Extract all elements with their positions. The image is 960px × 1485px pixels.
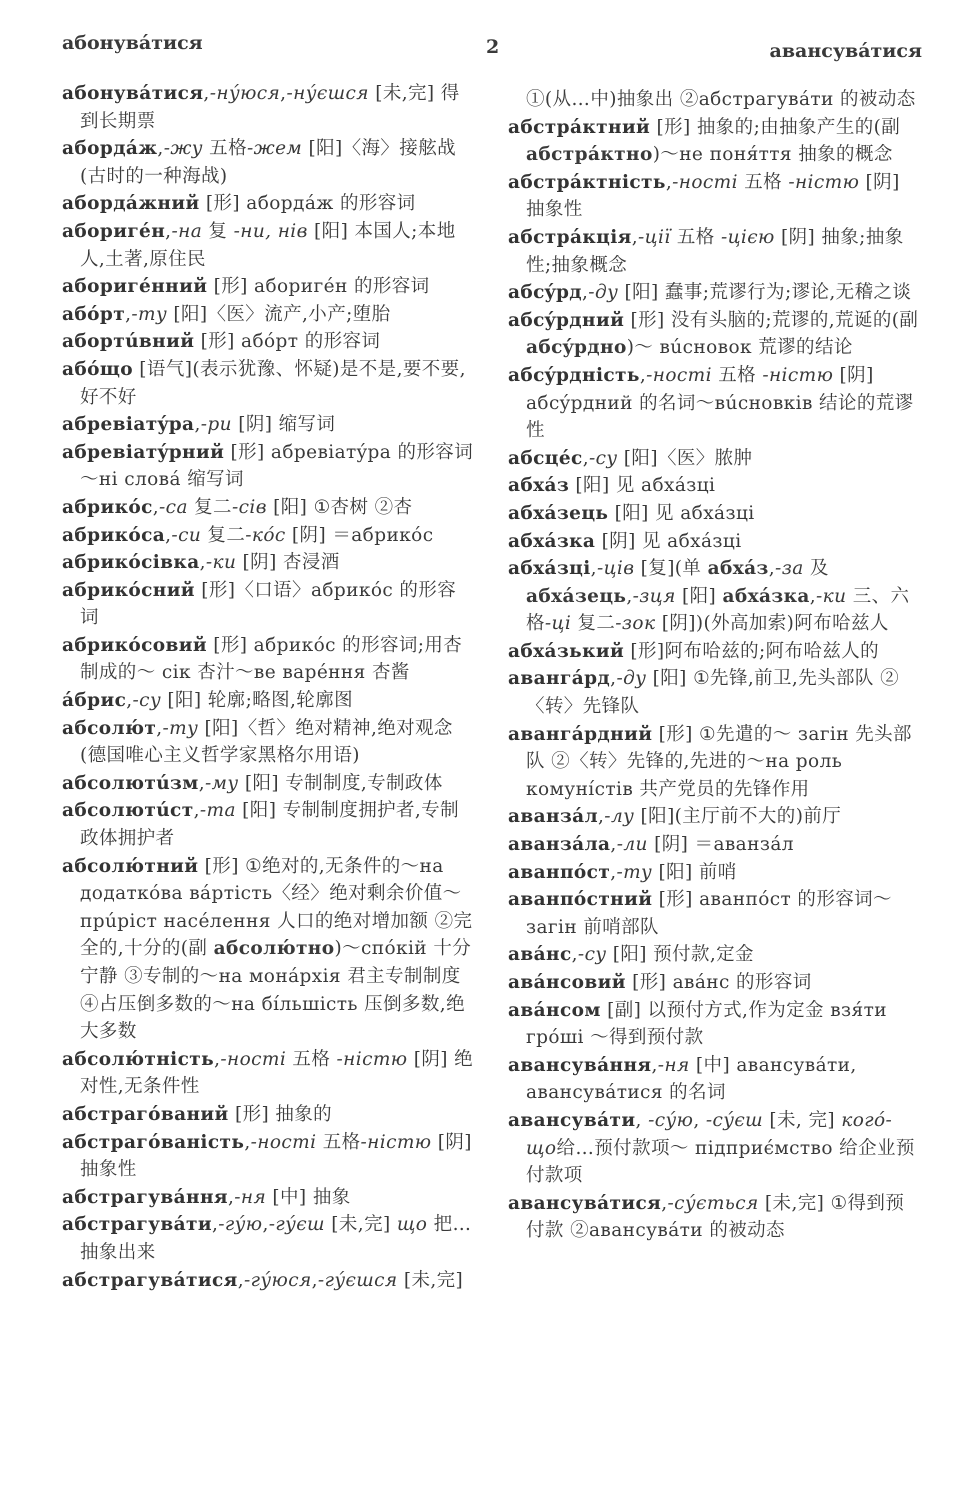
- headword: абордáжний: [62, 193, 200, 215]
- definition-text: [未,完]: [397, 1269, 464, 1291]
- definition-text: ,: [165, 220, 172, 242]
- inflection: -ки: [816, 585, 847, 607]
- definition-text: ,: [598, 806, 605, 828]
- definition-text: [复](单: [634, 558, 708, 580]
- dictionary-entry: [62, 80, 474, 135]
- dictionary-entry: [62, 1046, 474, 1101]
- headword: абрикóсівка: [62, 552, 200, 574]
- inflection: -ції: [637, 226, 671, 248]
- inflection: -су: [132, 690, 162, 712]
- definition-text: [阳] 专制制度拥护者,专制政体拥护者: [80, 800, 459, 850]
- dictionary-entry: [508, 886, 920, 941]
- definition-text: 复二: [571, 613, 616, 635]
- right-column: [508, 86, 920, 1245]
- headword: абхáзці: [508, 558, 591, 580]
- definition-text: [形] ①先遣的～ загін 先头部队 ②〈转〉先锋的,先进的～на роль комунíстів 共产党员的先锋作用: [526, 723, 912, 800]
- definition-text: ,: [125, 303, 132, 325]
- dictionary-entry: [62, 301, 474, 329]
- definition-text: [阴] 绝对性,无条件性: [80, 1048, 474, 1098]
- bold-derivative: абсýрдно: [526, 337, 627, 359]
- headword: абрикóса: [62, 524, 166, 546]
- definition-text: [未,完] ①得到预付款 ②авансувáти 的被动态: [526, 1192, 905, 1242]
- headword: абстрагувáння: [62, 1186, 228, 1208]
- definition-text: 五格: [737, 171, 789, 193]
- bold-derivative: абсолю́тно: [213, 938, 335, 960]
- headword: авансувáти: [508, 1109, 636, 1131]
- definition-text: 复: [202, 220, 234, 242]
- headword: абрикóсовий: [62, 634, 207, 656]
- inflection: -зця: [632, 585, 676, 607]
- definition-text: [阳] 见 абхáзці: [569, 475, 716, 497]
- headword: авáнсовий: [508, 972, 626, 993]
- dictionary-entry: [508, 638, 920, 666]
- dictionary-entry: [62, 1211, 474, 1266]
- definition-text: 复二: [201, 524, 246, 546]
- definition-text: ,: [571, 944, 578, 966]
- dictionary-entry: [508, 997, 920, 1052]
- headword: аванзáла: [508, 834, 611, 856]
- headword: аванзáл: [508, 806, 599, 828]
- definition-text: ,: [199, 552, 206, 574]
- inflection: -ни, нів: [233, 220, 308, 242]
- definition-text: ,: [194, 414, 201, 436]
- dictionary-entry: [508, 528, 920, 556]
- definition-text: [阳] 蠢事;荒谬行为;谬论,无稽之谈: [618, 282, 912, 304]
- dictionary-entry: [508, 721, 920, 804]
- dictionary-entry: [62, 135, 474, 190]
- definition-text: [阳]: [675, 585, 723, 607]
- headword: абонува́тися: [62, 83, 204, 104]
- inflection: -му: [205, 772, 239, 794]
- dictionary-entry: [62, 328, 474, 356]
- headword: абсолю́тний: [62, 855, 199, 877]
- inflection: -ну́юся: [209, 83, 281, 104]
- inflection: -су: [577, 944, 607, 966]
- inflection: -ту: [162, 717, 199, 739]
- inflection: -ри: [200, 414, 232, 436]
- definition-text: [形] абóрт 的形容词: [194, 331, 381, 353]
- inflection: -зок: [615, 613, 656, 635]
- headword: абóщо: [62, 358, 134, 380]
- dictionary-entry: [508, 114, 920, 169]
- inflection: -ності: [646, 364, 712, 386]
- headword: абстрáктний: [508, 116, 651, 138]
- definition-text: [形]〈口语〉абрикóс 的形容词: [80, 579, 457, 629]
- headword: абсýрд: [508, 282, 583, 304]
- definition-text: [形] абориге́н 的形容词: [207, 276, 430, 298]
- definition-text: [阳] 本国人;本地人,土著,原住民: [80, 220, 456, 270]
- inflection: -су́ю: [648, 1109, 694, 1131]
- definition-text: ,: [582, 282, 589, 304]
- headword: абстрáкція: [508, 226, 632, 248]
- inflection: -су́ється: [667, 1192, 759, 1214]
- dictionary-entry: [62, 494, 474, 522]
- dictionary-entry: [508, 1190, 920, 1245]
- inflection: -цією: [720, 226, 775, 248]
- dictionary-entry: [62, 853, 474, 1046]
- definition-text: [形] авáнс 的形容词: [625, 972, 812, 993]
- inflection: -ністю: [788, 171, 860, 193]
- dictionary-entry: [62, 577, 474, 632]
- inflection: -ду: [588, 282, 619, 304]
- inflection: -ності: [220, 1048, 287, 1070]
- dictionary-entry: [62, 797, 474, 852]
- dictionary-entry: [62, 770, 474, 798]
- definition-text: [阳]〈哲〉绝对精神,绝对观念(德国唯心主义哲学家黑格尔用语): [80, 717, 453, 767]
- dictionary-entry: [62, 190, 474, 218]
- definition-text: [阴])(外高加索)阿布哈兹人: [655, 613, 889, 635]
- inflection: -гу́єшся: [317, 1269, 398, 1291]
- definition-text: 五格: [316, 1131, 361, 1153]
- definition-text: ,: [237, 1269, 244, 1291]
- dictionary-entry: [508, 665, 920, 720]
- inflection: -ністю: [360, 1131, 432, 1153]
- definition-text: ,: [126, 690, 133, 712]
- definition-text: [阴] ＝абрикóс: [285, 524, 434, 546]
- definition-text: [阳] 预付款,定金: [606, 944, 754, 966]
- definition-text: [形] аванпóст 的形容词～ загін 前哨部队: [526, 889, 892, 938]
- definition-text: [阳](主厅前不大的)前厅: [634, 806, 842, 828]
- headword: абориге́н: [62, 220, 166, 242]
- headword: абрикóсний: [62, 579, 195, 601]
- definition-text: 三、六格: [526, 585, 910, 635]
- definition-text: ,: [165, 524, 172, 546]
- definition-text: ,: [610, 668, 617, 690]
- dictionary-entry: [508, 86, 920, 114]
- inflection: -ту: [131, 303, 168, 325]
- definition-text: ,: [665, 171, 673, 193]
- definition-text: ,: [152, 496, 160, 518]
- definition-text: )～ вúсновок 荒谬的结论: [626, 337, 853, 359]
- inflection: -ності: [672, 171, 738, 193]
- inflection: -ну́єшся: [286, 83, 369, 104]
- definition-text: [阳]〈医〉脓肿: [617, 447, 753, 469]
- definition-text: ①(从…中)抽象出 ②абстрагувáти 的被动态: [526, 89, 916, 110]
- inflection: -ністю: [762, 364, 834, 386]
- definition-text: 五格: [670, 226, 721, 248]
- dictionary-entry: [508, 969, 920, 997]
- definition-text: ,: [198, 772, 206, 794]
- definition-text: ,: [610, 861, 617, 883]
- definition-text: )～не поня́ття 抽象的概念: [652, 144, 893, 166]
- headword: абстрагувáтися: [62, 1269, 238, 1291]
- definition-text: [阴] 抽象性: [526, 171, 900, 221]
- dictionary-entry: [508, 941, 920, 969]
- dictionary-entry: [508, 500, 920, 528]
- dictionary-entry: [508, 1052, 920, 1107]
- definition-text: [阴] 见 абхáзці: [595, 530, 742, 552]
- dictionary-entry: [62, 1267, 474, 1295]
- page-number: 2: [486, 36, 500, 58]
- left-guide-word: абонува́тися: [62, 32, 203, 54]
- definition-text: 给…预付款项～ підприє́мство 给企业预付款项: [526, 1137, 915, 1187]
- headword: абортúвний: [62, 331, 195, 353]
- definition-text: [阳]〈医〉流产,小产;堕胎: [167, 303, 391, 325]
- headword: абревіатýрний: [62, 441, 225, 463]
- definition-text: [阴] 杏浸酒: [236, 552, 340, 574]
- definition-text: [中] авансувáти, авансувáтися 的名词: [526, 1054, 857, 1104]
- dictionary-entry: [508, 224, 920, 279]
- definition-text: ,: [626, 585, 633, 607]
- headword: абóрт: [62, 303, 126, 325]
- inflection: -си: [171, 524, 202, 546]
- definition-text: ,: [768, 558, 776, 580]
- inflection: -жу: [163, 138, 203, 160]
- dictionary-entry: [62, 549, 474, 577]
- definition-text: ,: [214, 1048, 221, 1070]
- definition-text: ,: [280, 83, 287, 104]
- definition-text: [语气](表示犹豫、怀疑)是不是,要不要,好不好: [80, 358, 466, 408]
- definition-text: ,: [635, 1109, 649, 1131]
- bold-derivative: абхáзець: [526, 585, 627, 607]
- inflection: -ли: [616, 834, 648, 856]
- definition-text: [中] 抽象: [266, 1186, 351, 1208]
- inflection: -су: [588, 447, 618, 469]
- definition-text: ,: [211, 1214, 219, 1236]
- inflection: -гу́єш: [268, 1214, 325, 1236]
- bold-derivative: абстрáктно: [526, 144, 653, 166]
- headword: авáнс: [508, 944, 572, 966]
- definition-text: [形] ①绝对的,无条件的～на додаткóва вáртість〈经〉绝对剩余价值～ прúріст насе́лення 人口的绝对增加额 ②完全的,十分的(副: [80, 855, 473, 960]
- inflection: когó-що: [526, 1109, 893, 1159]
- definition-text: ,: [693, 1109, 706, 1131]
- dictionary-entry: [62, 522, 474, 550]
- dictionary-entry: [508, 831, 920, 859]
- inflection: -ня: [657, 1054, 690, 1076]
- dictionary-entry: [62, 1101, 474, 1129]
- inflection: -жем: [247, 138, 303, 160]
- dictionary-entry: [62, 687, 474, 715]
- dictionary-entry: [62, 439, 474, 494]
- dictionary-entry: [508, 307, 920, 362]
- headword: авансувáтися: [508, 1192, 662, 1214]
- definition-text: 五格: [711, 364, 763, 386]
- definition-text: [阴] 抽象;抽象性;抽象概念: [526, 226, 904, 276]
- dictionary-entry: [62, 632, 474, 687]
- definition-text: ,: [582, 447, 589, 469]
- dictionary-entry: [62, 715, 474, 770]
- dictionary-entry: [62, 273, 474, 301]
- inflection: -кóс: [245, 524, 286, 546]
- definition-text: [阴] 抽象性: [80, 1131, 472, 1181]
- inflection: -гу́юся: [244, 1269, 312, 1291]
- bold-derivative: абхáз: [707, 558, 769, 580]
- definition-text: [阴] ＝аванзáл: [647, 834, 794, 856]
- headword: абориге́нний: [62, 276, 208, 298]
- inflection: -ців: [596, 558, 635, 580]
- headword: абхáзка: [508, 530, 596, 552]
- headword: абсолютúзм: [62, 772, 199, 794]
- definition-text: [阳] ①先锋,前卫,先头部队 ②〈转〉先锋队: [526, 668, 899, 718]
- bold-derivative: абхáзка: [722, 585, 810, 607]
- headword: абстрагóваність: [62, 1131, 245, 1153]
- headword: абстрагувáти: [62, 1214, 212, 1236]
- definition-text: [阳] 轮廓;略图,轮廓图: [161, 690, 353, 712]
- inflection: -та: [199, 800, 236, 822]
- definition-text: 五格: [202, 138, 247, 160]
- definition-text: [未,完]: [324, 1214, 397, 1236]
- definition-text: ,: [311, 1269, 318, 1291]
- definition-text: 把…抽象出来: [80, 1214, 472, 1263]
- dictionary-entry: [508, 445, 920, 473]
- definition-text: ,: [639, 364, 647, 386]
- headword: абревіатýра: [62, 414, 195, 436]
- dictionary-entry: [508, 1107, 920, 1190]
- inflection: -са: [159, 496, 188, 518]
- definition-text: [阳] 前哨: [652, 861, 737, 883]
- definition-text: ,: [661, 1192, 668, 1214]
- definition-text: [阳] ①杏树 ②杏: [266, 496, 413, 518]
- inflection: -ня: [234, 1186, 267, 1208]
- definition-text: [形] абревіатýра 的形容词～ні словá 缩写词: [80, 441, 474, 491]
- definition-text: ,: [631, 226, 638, 248]
- running-header: [62, 30, 922, 60]
- dictionary-entry: [508, 279, 920, 307]
- definition-text: [阴] абсýрдний 的名词～вúсновків 结论的荒谬性: [526, 364, 914, 442]
- dictionary-entry: [62, 218, 474, 273]
- headword: абхáзький: [508, 640, 625, 662]
- inflection: -ду: [616, 668, 647, 690]
- headword: абхáз: [508, 475, 570, 497]
- headword: авангáрдний: [508, 723, 653, 745]
- definition-text: ,: [227, 1186, 235, 1208]
- definition-text: [阳] 见 абхáзці: [608, 502, 755, 524]
- headword: авангáрд: [508, 668, 611, 690]
- left-column: [62, 80, 474, 1294]
- dictionary-entry: [62, 411, 474, 439]
- definition-text: [形] 抽象的: [228, 1103, 333, 1125]
- inflection: -на: [171, 220, 203, 242]
- definition-text: [阴] 缩写词: [231, 414, 336, 436]
- definition-text: ,: [651, 1054, 658, 1076]
- dictionary-entry: [508, 803, 920, 831]
- headword: абхáзець: [508, 502, 609, 524]
- right-guide-word: авансува́тися: [769, 40, 922, 62]
- dictionary-entry: [508, 169, 920, 224]
- dictionary-entry: [62, 1184, 474, 1212]
- definition-text: 五格: [286, 1048, 337, 1070]
- headword: абсýрдний: [508, 309, 625, 331]
- definition-text: [形]阿布哈兹的;阿布哈兹人的: [624, 640, 880, 662]
- definition-text: )～спóкій 十分宁静 ③专制的～на монáрхія 君主专制制度 ④占压倒多数的～на бíльшість 压倒多数,绝大多数: [80, 938, 472, 1043]
- dictionary-entry: [62, 356, 474, 411]
- headword: абрикóс: [62, 496, 153, 518]
- definition-text: [未,完] 得到长期票: [80, 83, 460, 132]
- dictionary-entry: [508, 472, 920, 500]
- inflection: -ту: [616, 861, 653, 883]
- headword: абстрагóваний: [62, 1103, 229, 1125]
- definition-text: 及: [803, 558, 829, 580]
- definition-text: ,: [156, 717, 163, 739]
- definition-text: ,: [193, 800, 200, 822]
- headword: áбрис: [62, 690, 127, 712]
- inflection: що: [396, 1214, 428, 1236]
- inflection: -лу: [604, 806, 635, 828]
- definition-text: ,: [262, 1214, 269, 1236]
- dictionary-entry: [508, 555, 920, 638]
- inflection: -ки: [205, 552, 237, 574]
- headword: аванпóстний: [508, 889, 653, 911]
- inflection: -сів: [231, 496, 267, 518]
- headword: абстрáктність: [508, 171, 666, 193]
- headword: абордáж: [62, 138, 158, 160]
- definition-text: [未, 完]: [763, 1109, 842, 1131]
- definition-text: [形] 抽象的;由抽象产生的(副: [650, 116, 901, 138]
- dictionary-entry: [508, 859, 920, 887]
- definition-text: ,: [809, 585, 817, 607]
- inflection: -су́єш: [705, 1109, 764, 1131]
- definition-text: ,: [203, 83, 210, 104]
- headword: абсýрдність: [508, 364, 640, 386]
- headword: авансувáння: [508, 1054, 652, 1076]
- headword: аванпóст: [508, 861, 611, 883]
- definition-text: ,: [157, 138, 164, 160]
- dictionary-entry: [62, 1129, 474, 1184]
- definition-text: ,: [590, 558, 597, 580]
- inflection: -ці: [544, 613, 572, 635]
- definition-text: 复二: [187, 496, 232, 518]
- dictionary-entry: [508, 362, 920, 445]
- inflection: -ністю: [336, 1048, 408, 1070]
- inflection: -гу́ю: [218, 1214, 263, 1236]
- inflection: -ності: [250, 1131, 317, 1153]
- definition-text: [副] 以预付方式,作为定金 взя́ти грóші ～得到预付款: [526, 999, 887, 1049]
- definition-text: ,: [244, 1131, 251, 1153]
- definition-text: ,: [610, 834, 617, 856]
- definition-text: [形] абрикóс 的形容词;用杏制成的～ сік 杏汁～ве варе́ння 杏酱: [80, 634, 463, 684]
- definition-text: [阳]〈海〉接舷战(古时的一种海战): [80, 138, 456, 187]
- inflection: -за: [775, 558, 804, 580]
- definition-text: [形] абордáж 的形容词: [199, 193, 416, 215]
- headword: абсолю́тність: [62, 1048, 215, 1070]
- headword: абсолю́т: [62, 717, 157, 739]
- headword: абсце́с: [508, 447, 583, 469]
- definition-text: [阳] 专制制度,专制政体: [238, 772, 443, 794]
- headword: авáнсом: [508, 999, 601, 1021]
- definition-text: [形] 没有头脑的;荒谬的,荒诞的(副: [624, 309, 919, 331]
- headword: абсолютúст: [62, 800, 194, 822]
